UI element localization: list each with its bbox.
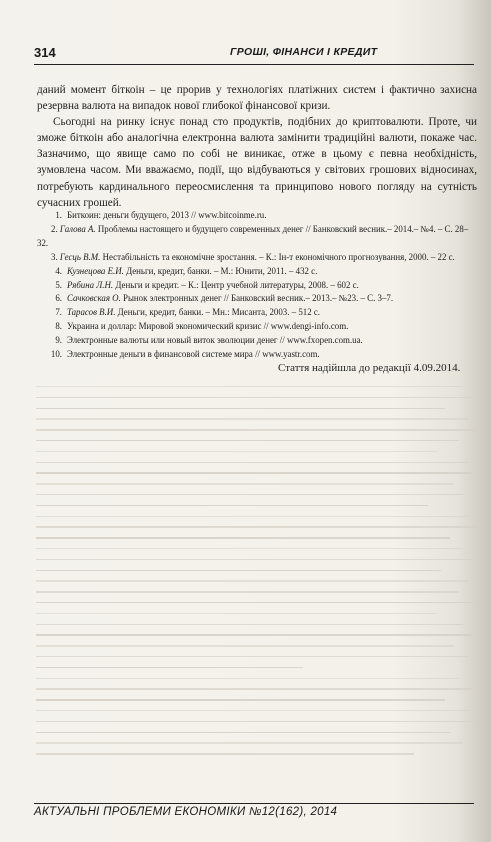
bleed-through-line — [36, 667, 303, 668]
bleed-through-line — [36, 742, 463, 743]
reference-author: Тарасов В.И. — [67, 307, 116, 318]
reference-item — [37, 209, 477, 223]
bleed-through-line — [36, 656, 468, 657]
reference-text: Украина и доллар: Мировой экономический кризис // www.dengi-info.com. — [67, 321, 349, 332]
article-body — [37, 82, 477, 211]
reference-item — [37, 306, 477, 320]
reference-text: Электронные деньги в финансовой системе мира // www.yastr.com. — [67, 349, 320, 360]
page-number: 314 — [34, 45, 56, 60]
reference-author: Гесць В.М. — [59, 251, 101, 262]
reference-list — [37, 209, 477, 362]
reference-number: 6. — [55, 293, 62, 304]
bleed-through-line — [36, 753, 414, 754]
body-paragraph: даний момент біткоін – це прорив у технологіях платіжних систем і фактично захисна резервна валюта на випадок нової глибокої фінансової кризи. — [37, 84, 477, 113]
bleed-through-line — [36, 591, 459, 592]
bleed-through-line — [36, 440, 459, 441]
reference-number: 9. — [55, 335, 62, 346]
bleed-through-line — [36, 645, 454, 646]
bleed-through-line — [36, 732, 450, 733]
bleed-through-line — [36, 537, 450, 538]
reference-item — [37, 223, 477, 251]
reference-number: 3. — [51, 251, 58, 262]
received-note: Стаття надійшла до редакції 4.09.2014. — [278, 362, 461, 374]
reference-number: 2. — [51, 223, 58, 234]
reference-number: 8. — [55, 321, 62, 332]
bleed-through-line — [36, 613, 437, 614]
reference-author: Сачковская О. — [67, 293, 121, 304]
reference-number: 1. — [55, 210, 62, 220]
reference-text: Проблемы настоящего и будущего современных денег // Банковский весник.– 2014.– №4. – С. 28–32. — [37, 223, 469, 248]
bleed-through-line — [36, 494, 463, 495]
bleed-through-line — [36, 462, 468, 463]
reference-item — [37, 265, 477, 279]
running-title: ГРОШІ, ФІНАНСИ І КРЕДИТ — [230, 46, 378, 58]
bleed-through-line — [36, 397, 472, 398]
reference-text: Деньги, кредит, банки. – Мн.: Мисанта, 2003. – 512 с. — [117, 307, 321, 318]
bleed-through-line — [36, 721, 477, 722]
reference-item — [37, 348, 477, 362]
bleed-through-line — [36, 451, 437, 452]
bleed-through-line — [36, 678, 459, 679]
reference-author: Кузнецова Е.И. — [67, 265, 124, 276]
reference-number: 4. — [55, 265, 62, 276]
bleed-through-line — [36, 505, 428, 506]
bleed-through-line — [36, 580, 468, 581]
reference-text: Биткоин: деньги будущего, 2013 // www.bitcoinme.ru. — [67, 210, 267, 220]
reference-number: 10. — [50, 349, 62, 360]
reference-item — [37, 334, 477, 348]
bleed-through-line — [36, 634, 472, 635]
bleed-through-line — [36, 418, 468, 419]
bleed-through-line — [36, 710, 468, 711]
bleed-through-line — [36, 429, 477, 430]
page-header — [34, 44, 474, 65]
bleed-through-line — [36, 472, 472, 473]
bleed-through-line — [36, 483, 454, 484]
reference-item — [37, 279, 477, 293]
reference-text: Деньги, кредит, банки. – М.: Юнити, 2011. – 432 с. — [126, 265, 318, 276]
reference-text: Нестабільність та економічне зростання. – К.: Ін-т економічного прогнозування, 2000. – 22 с. — [102, 251, 455, 262]
bleed-through-line — [36, 559, 472, 560]
reference-text: Деньги и кредит. – К.: Центр учебной литературы, 2008. – 602 с. — [115, 279, 359, 290]
bleed-through-line — [36, 688, 472, 689]
bleed-through-line — [36, 516, 468, 517]
bleed-through-line — [36, 548, 463, 549]
reference-text: Электронные валюты или новый виток эволюции денег // www.fxopen.com.ua. — [67, 335, 363, 346]
reference-author: Галова А. — [59, 223, 96, 234]
reference-item — [37, 292, 477, 306]
bleed-through-line — [36, 570, 441, 571]
bleed-through-line — [36, 386, 463, 387]
bleed-through-area — [36, 382, 481, 760]
reference-author: Рябина Л.Н. — [67, 279, 114, 290]
reference-number: 7. — [55, 307, 62, 318]
bleed-through-line — [36, 602, 477, 603]
bleed-through-line — [36, 408, 445, 409]
reference-number: 5. — [55, 279, 62, 290]
reference-text: Рынок электронных денег // Банковский весник.– 2013.– №23. – С. 3–7. — [123, 293, 394, 304]
body-paragraph: Сьогодні на ринку існує понад сто продуктів, подібних до криптовалюти. Проте, чи зможе біткоін або аналогічна електронна валюта замінити традиційні валюти, покаже час. Зазначимо, що явище само по собі не виникає, отже в цьому є певна необхідність, зумовлена часом. Ми вважаємо, події, що відбуваються у світових грошових відносинах, потребують кардинального переосмислення та принципово нового погляду на сутність сучасних грошей. — [37, 116, 477, 209]
bleed-through-line — [36, 526, 477, 527]
reference-item — [37, 251, 477, 265]
journal-footer: АКТУАЛЬНІ ПРОБЛЕМИ ЕКОНОМІКИ №12(162), 2014 — [34, 803, 474, 818]
reference-item — [37, 320, 477, 334]
bleed-through-line — [36, 699, 445, 700]
bleed-through-line — [36, 624, 463, 625]
